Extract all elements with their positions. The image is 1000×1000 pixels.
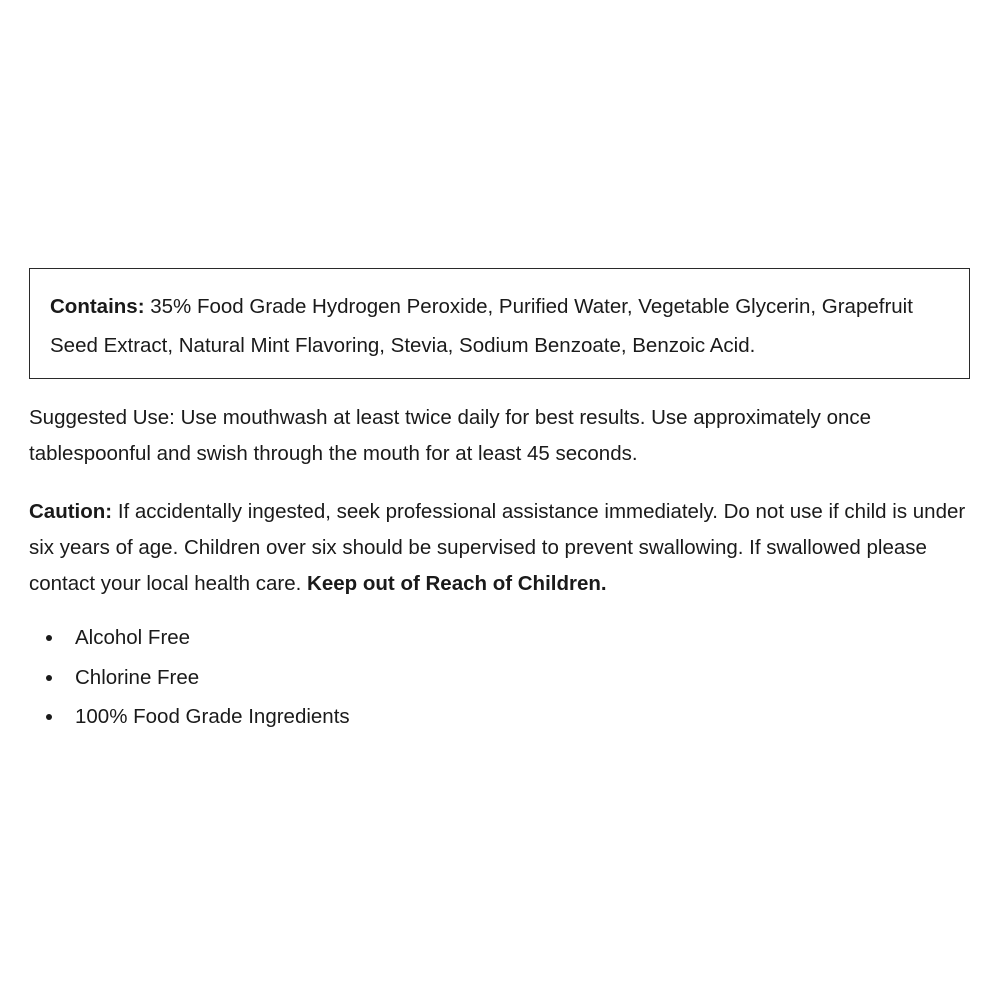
list-item [29,620,350,660]
bullet-icon [46,635,52,641]
list-item [29,660,350,700]
caution-label: Caution: [29,500,113,523]
keep-out-of-reach-warning: Keep out of Reach of Children. [307,572,607,595]
caution-paragraph [29,494,974,602]
caution-text: If accidentally ingested, seek professional assistance immediately. Do not use if child is under six years of age. Children over six should be supervised to prevent swallowing. If swallowed please contact your local health care. [29,500,966,595]
ingredients-text: 35% Food Grade Hydrogen Peroxide, Purified Water, Vegetable Glycerin, Grapefruit Seed Extract, Natural Mint Flavoring, Stevia, Sodium Benzoate, Benzoic Acid. [50,295,913,357]
bullet-icon [46,714,52,720]
bullet-icon [46,675,52,681]
feature-label: 100% Food Grade Ingredients [75,705,350,728]
list-item [29,699,350,739]
feature-label: Alcohol Free [75,626,191,649]
suggested-use-paragraph [29,400,974,472]
contains-label: Contains: [50,295,145,318]
feature-label: Chlorine Free [75,665,200,689]
suggested-use-text: Suggested Use: Use mouthwash at least twice daily for best results. Use approximately once tablespoonful and swish through the mouth for at least 45 seconds. [29,406,872,465]
ingredients-box [29,268,970,379]
feature-list [29,620,350,739]
